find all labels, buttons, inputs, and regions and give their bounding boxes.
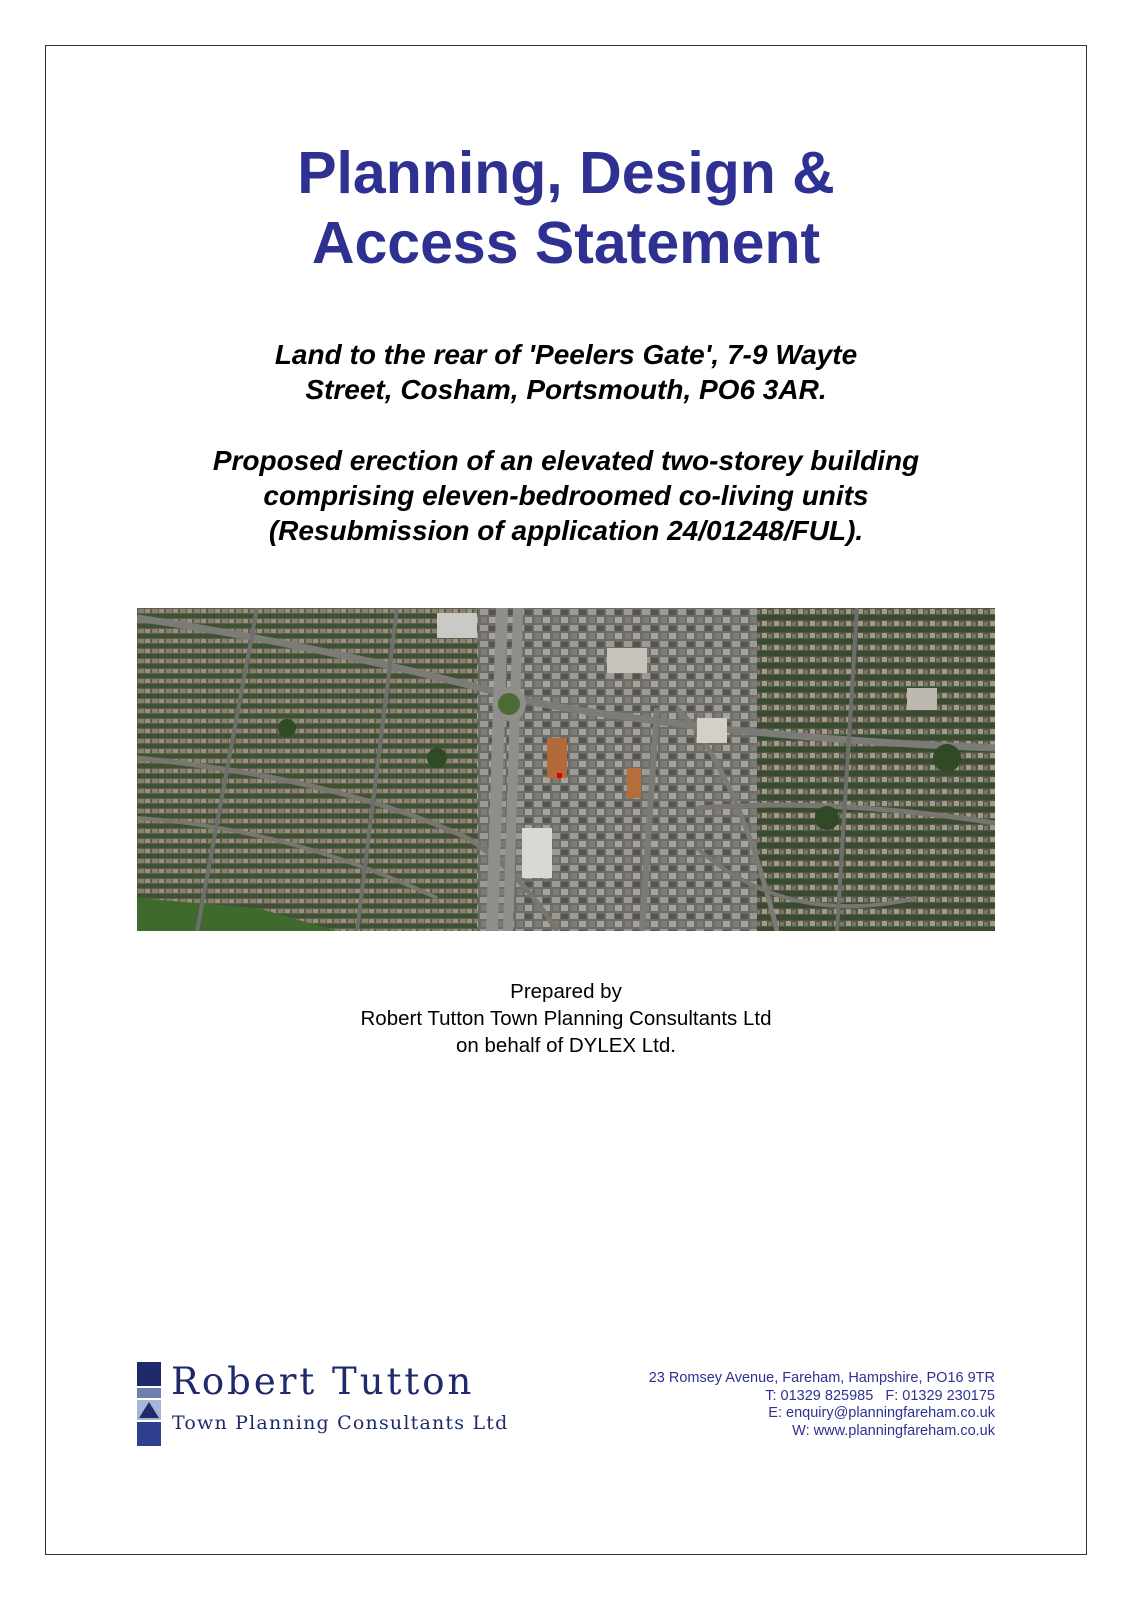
prepared-by-company: Robert Tutton Town Planning Consultants Ltd — [360, 1007, 772, 1030]
proposal-line-1: Proposed erection of an elevated two-storey building — [212, 445, 920, 476]
contact-email[interactable]: E: enquiry@planningfareham.co.uk — [768, 1405, 995, 1421]
site-marker — [557, 773, 562, 778]
proposal-line-2: comprising eleven-bedroomed co-living units — [263, 480, 869, 511]
prepared-by-label: Prepared by — [510, 980, 622, 1003]
title-line-1: Planning, Design & — [297, 140, 835, 206]
logo-blocks-icon — [137, 1362, 162, 1446]
contact-details — [649, 1370, 995, 1440]
prepared-on-behalf: on behalf of DYLEX Ltd. — [456, 1034, 676, 1057]
page-title — [0, 138, 1132, 278]
title-line-2: Access Statement — [311, 210, 821, 276]
proposal-line-3: (Resubmission of application 24/01248/FUL). — [268, 515, 864, 546]
company-logo — [137, 1362, 517, 1446]
site-address — [0, 337, 1132, 407]
prepared-by — [0, 978, 1132, 1059]
site-address-line-2: Street, Cosham, Portsmouth, PO6 3AR. — [305, 374, 827, 405]
contact-phone: T: 01329 825985 F: 01329 230175 — [765, 1387, 995, 1404]
contact-address: 23 Romsey Avenue, Fareham, Hampshire, PO16 9TR — [648, 1370, 995, 1386]
aerial-map-image — [137, 608, 995, 931]
proposal-description — [0, 443, 1132, 548]
contact-website[interactable]: W: www.planningfareham.co.uk — [792, 1422, 995, 1439]
site-address-line-1: Land to the rear of 'Peelers Gate', 7-9 Wayte — [274, 339, 858, 370]
logo-name: Robert Tutton — [171, 1360, 475, 1403]
logo-subtitle: Town Planning Consultants Ltd — [172, 1412, 509, 1434]
